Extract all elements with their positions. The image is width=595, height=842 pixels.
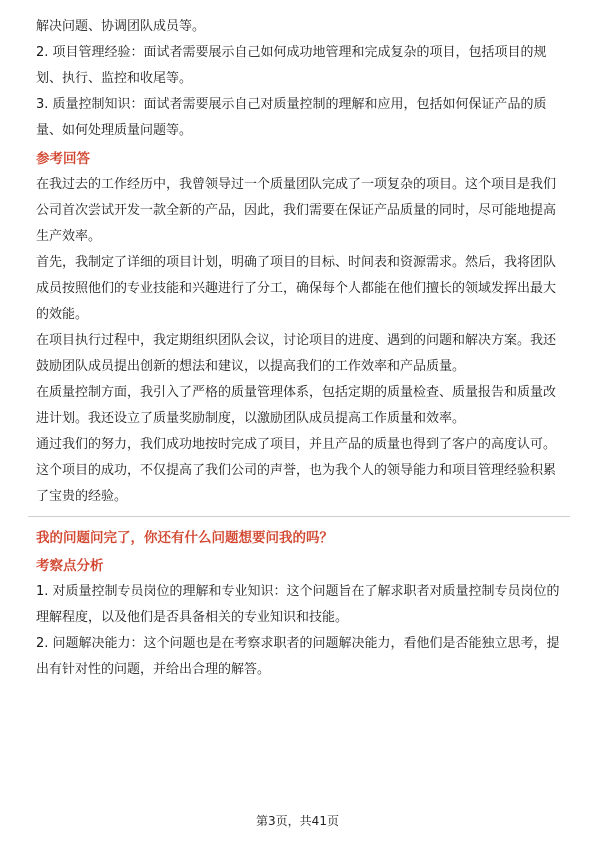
analysis-point: 2. 问题解决能力：这个问题也是在考察求职者的问题解决能力，看他们是否能独立思考，提出有针对性的问题，并给出合理的解答。 bbox=[36, 636, 560, 677]
page-number: 第3页，共41页 bbox=[256, 814, 339, 828]
answer-paragraph: 在我过去的工作经历中，我曾领导过一个质量团队完成了一项复杂的项目。这个项目是我们公司首次尝试开发一款全新的产品，因此，我们需要在保证产品质量的同时，尽可能地提高生产效率。 bbox=[36, 177, 557, 244]
evaluation-point-text: 3. 质量控制知识：面试者需要展示自己对质量控制的理解和应用，包括如何保证产品的质量、如何处理质量问题等。 bbox=[36, 97, 547, 138]
answer-paragraph: 首先，我制定了详细的项目计划，明确了项目的目标、时间表和资源需求。然后，我将团队成员按照他们的专业技能和兴趣进行了分工，确保每个人都能在他们擅长的领域发挥出最大的效能。 bbox=[36, 255, 557, 322]
answer-paragraph: 在项目执行过程中，我定期组织团队会议，讨论项目的进度、遇到的问题和解决方案。我还鼓励团队成员提出创新的想法和建议，以提高我们的工作效率和产品质量。 bbox=[36, 333, 557, 374]
reference-answer-heading: 参考回答 bbox=[36, 151, 90, 167]
section-divider bbox=[28, 516, 570, 517]
analysis-heading: 考察点分析 bbox=[36, 558, 104, 574]
answer-paragraph: 在质量控制方面，我引入了严格的质量管理体系，包括定期的质量检查、质量报告和质量改进计划。我还设立了质量奖励制度，以激励团队成员提高工作质量和效率。 bbox=[36, 385, 557, 426]
analysis-point: 1. 对质量控制专员岗位的理解和专业知识：这个问题旨在了解求职者对质量控制专员岗位的理解程度，以及他们是否具备相关的专业知识和技能。 bbox=[36, 584, 560, 625]
question-heading: 我的问题问完了，你还有什么问题想要问我的吗？ bbox=[36, 530, 333, 546]
document-page bbox=[36, 14, 562, 683]
answer-paragraph: 通过我们的努力，我们成功地按时完成了项目，并且产品的质量也得到了客户的高度认可。这个项目的成功，不仅提高了我们公司的声誉，也为我个人的领导能力和项目管理经验积累了宝贵的经验。 bbox=[36, 437, 557, 504]
evaluation-point-text: 解决问题、协调团队成员等。 bbox=[36, 19, 206, 34]
evaluation-point-text: 2. 项目管理经验：面试者需要展示自己如何成功地管理和完成复杂的项目，包括项目的规划、执行、监控和收尾等。 bbox=[36, 45, 547, 86]
